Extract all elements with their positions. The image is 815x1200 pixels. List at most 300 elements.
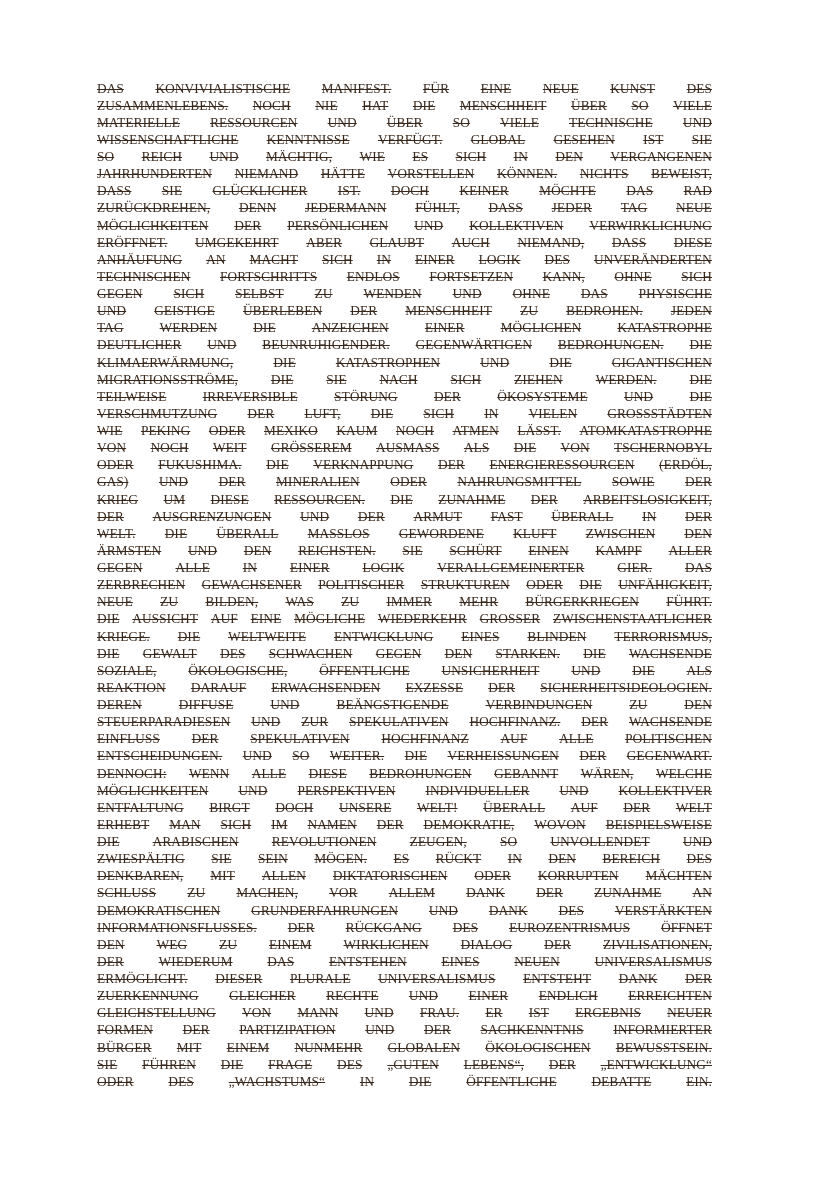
word: ZUNAHME: [438, 491, 506, 507]
word: WELT: [675, 799, 712, 815]
word: ALLEM: [388, 885, 435, 901]
word: ES: [393, 851, 410, 867]
word: DIE: [689, 388, 712, 404]
word: FÜHRT.: [666, 594, 712, 610]
word: KORRUPTEN: [537, 868, 619, 884]
word: AN: [692, 885, 712, 901]
word: ÜBERALL: [551, 508, 614, 524]
word: FÜHLT,: [415, 200, 460, 216]
word: EINEM: [268, 936, 312, 952]
word: ERWACHSENDEN: [271, 679, 381, 695]
word: GROSSER: [479, 611, 541, 627]
word: SICH: [450, 371, 482, 387]
word: WERDEN: [159, 320, 218, 336]
word: MÖGLICHKEITEN: [97, 782, 209, 798]
word: DER: [350, 303, 378, 319]
word: SO: [452, 114, 470, 130]
word: GLEICHER: [229, 988, 296, 1004]
word: IN: [359, 1073, 375, 1089]
word: DIE: [689, 371, 712, 387]
word: DIE: [97, 611, 120, 627]
word: ODER: [390, 474, 427, 490]
word: SACHKENNTNIS: [480, 1022, 584, 1038]
text-line: [97, 560, 712, 577]
word: ATOMKATASTROPHE: [579, 423, 712, 439]
word: WIE: [359, 149, 385, 165]
word: ZU: [187, 885, 206, 901]
word: GRÖSSEREM: [270, 440, 352, 456]
word: SICH: [681, 268, 712, 284]
word: ANZEICHEN: [311, 320, 389, 336]
word: REICH: [141, 149, 183, 165]
text-line: [97, 731, 712, 748]
word: DIE: [370, 405, 394, 421]
word: GAS): [97, 474, 129, 490]
word: DIE: [220, 1056, 244, 1072]
word: AUF: [500, 731, 528, 747]
text-line: [97, 645, 712, 662]
word: MENSCHHEIT: [405, 303, 492, 319]
word: BEDROHUNGEN: [369, 765, 472, 781]
word: PERSPEKTIVEN: [297, 782, 396, 798]
word: WERDEN.: [595, 371, 657, 387]
word: BEWUSSTSEIN.: [615, 1039, 712, 1055]
word: STARKEN.: [495, 645, 560, 661]
word: PLURALE: [289, 971, 351, 987]
word: BEDROHUNGEN.: [557, 337, 664, 353]
text-line: [97, 183, 712, 200]
word: BILDEN,: [205, 594, 259, 610]
word: SO: [499, 834, 518, 850]
word: NEUE: [97, 594, 133, 610]
word: ZERBRECHEN: [97, 577, 186, 593]
word: DER: [376, 816, 404, 832]
word: NOCH: [395, 423, 434, 439]
text-line: [97, 1005, 712, 1022]
word: REICHSTEN.: [298, 542, 376, 558]
word: VERSCHMUTZUNG: [97, 405, 218, 421]
word: MEHR: [459, 594, 499, 610]
word: IN: [507, 851, 522, 867]
text-line: [97, 679, 712, 696]
word: DIFFUSE: [178, 697, 234, 713]
text-line: [97, 834, 712, 851]
word: DER: [548, 1056, 576, 1072]
word: MATERIELLE: [97, 114, 180, 130]
text-line: [97, 114, 712, 131]
word: POLITISCHEN: [625, 731, 712, 747]
word: AUSSICHT: [132, 611, 199, 627]
word: GEGENWART.: [626, 748, 712, 764]
word: BEDROHEN.: [566, 303, 643, 319]
word: FORTSCHRITTS: [220, 268, 318, 284]
word: KATASTROPHE: [617, 320, 712, 336]
word: ZU: [520, 303, 539, 319]
word: HÄTTE: [320, 166, 365, 182]
word: WACHSENDE: [628, 645, 712, 661]
word: DIE: [549, 354, 572, 370]
word: DER: [579, 748, 607, 764]
word: RÜCKT: [435, 851, 482, 867]
word: MÖCHTE: [539, 183, 596, 199]
word: VERSTÄRKTEN: [614, 902, 712, 918]
word: ENERGIERESSOURCEN: [489, 457, 635, 473]
word: SICH: [173, 286, 205, 302]
text-line: [97, 765, 712, 782]
word: IN: [242, 560, 257, 576]
word: DIE: [412, 97, 436, 113]
text-line: [97, 628, 712, 645]
word: DER: [685, 508, 712, 524]
word: GEWACHSENER: [201, 577, 302, 593]
text-line: [97, 662, 712, 679]
word: AN: [206, 251, 226, 267]
word: GIGANTISCHEN: [611, 354, 712, 370]
word: (ERDÖL,: [659, 457, 712, 473]
word: AUCH: [451, 234, 490, 250]
word: UND: [158, 474, 189, 490]
word: VERBINDUNGEN: [485, 697, 593, 713]
word: FORTSETZEN: [429, 268, 514, 284]
text-line: [97, 1022, 712, 1039]
word: NIEMAND,: [517, 234, 585, 250]
word: ENTSTEHT: [523, 971, 592, 987]
word: UND: [207, 337, 237, 353]
text-line: [97, 234, 712, 251]
word: DENKBAREN,: [97, 868, 184, 884]
word: DER: [287, 919, 315, 935]
word: IN: [484, 405, 499, 421]
word: UMGEKEHRT: [195, 234, 279, 250]
word: UND: [414, 217, 444, 233]
word: KOLLEKTIVER: [618, 782, 712, 798]
word: DER: [247, 405, 275, 421]
word: ZUR: [301, 714, 329, 730]
word: DIE: [253, 320, 276, 336]
text-line: [97, 748, 712, 765]
word: RESSOURCEN: [210, 114, 298, 130]
word: UNSERE: [339, 799, 392, 815]
word: KENNTNISSE: [266, 131, 350, 147]
word: ENDLOS: [346, 268, 400, 284]
word: WELT!: [416, 799, 458, 815]
word: „GUTEN: [387, 1056, 439, 1072]
word: BEWEIST,: [651, 166, 712, 182]
word: FRAGE: [268, 1056, 313, 1072]
word: MAN: [169, 816, 201, 832]
word: WEIT: [212, 440, 247, 456]
word: DASS: [488, 200, 523, 216]
word: SEIN: [257, 851, 288, 867]
word: EINER: [424, 320, 465, 336]
word: DASS: [611, 234, 647, 250]
word: DIE: [513, 440, 537, 456]
word: UND: [364, 1005, 394, 1021]
word: DIE: [97, 834, 120, 850]
word: ABER: [306, 234, 343, 250]
word: DEMOKRATIE,: [423, 816, 515, 832]
word: SCHWACHEN: [268, 645, 353, 661]
word: DIE: [266, 457, 289, 473]
text-line: [97, 131, 712, 148]
word: GRUNDERFAHRUNGEN: [251, 902, 399, 918]
text-line: [97, 457, 712, 474]
word: SICH: [220, 816, 252, 832]
word: LÄSST.: [517, 423, 561, 439]
word: DEN: [684, 697, 712, 713]
word: DOCH: [275, 799, 314, 815]
word: ZWISCHEN: [585, 525, 656, 541]
word: DES: [544, 251, 570, 267]
word: ALLEN: [261, 868, 306, 884]
word: UND: [428, 902, 459, 918]
word: EINEN: [528, 542, 569, 558]
word: DEN: [444, 645, 473, 661]
word: JEDEN: [670, 303, 712, 319]
word: ALLE: [559, 731, 594, 747]
word: UND: [682, 834, 712, 850]
word: ZWISCHENSTAATLICHER: [553, 611, 712, 627]
word: PERSÖNLICHEN: [287, 217, 389, 233]
word: EINES: [461, 628, 500, 644]
word: ÜBERLEBEN: [242, 303, 323, 319]
word: VIELEN: [528, 405, 578, 421]
word: UND: [452, 286, 482, 302]
word: MIGRATIONSSTRÖME,: [97, 371, 238, 387]
text-line: [97, 354, 712, 371]
word: MÖGLICHE: [294, 611, 366, 627]
word: DER: [536, 885, 564, 901]
word: ATMEN: [452, 423, 499, 439]
word: ZU: [341, 594, 360, 610]
word: DIE: [97, 645, 120, 661]
word: IM: [271, 816, 288, 832]
word: OHNE: [512, 286, 550, 302]
word: VERKNAPPUNG: [313, 457, 414, 473]
text-line: [97, 816, 712, 833]
word: BÜRGERKRIEGEN: [525, 594, 639, 610]
word: KOLLEKTIVEN: [469, 217, 564, 233]
word: GESEHEN: [553, 131, 615, 147]
word: ÖKOLOGISCHEN: [485, 1039, 591, 1055]
word: NEUE: [542, 80, 579, 96]
word: ODER: [97, 1073, 134, 1089]
word: REAKTION: [97, 679, 166, 695]
word: „ENTWICKLUNG“: [600, 1056, 712, 1072]
word: DER: [623, 799, 651, 815]
word: NEUER: [667, 1005, 712, 1021]
word: JAHRHUNDERTEN: [97, 166, 212, 182]
word: JEDERMANN: [305, 200, 387, 216]
word: ERHEBT: [97, 816, 150, 832]
word: DIE: [583, 645, 606, 661]
word: FRAU.: [419, 1005, 460, 1021]
word: GLAUBT: [369, 234, 425, 250]
text-line: [97, 525, 712, 542]
word: DER: [234, 217, 262, 233]
word: AUSMASS: [376, 440, 440, 456]
word: SO: [292, 748, 310, 764]
text-line: [97, 782, 712, 799]
word: NEUE: [676, 200, 712, 216]
word: WOVON: [534, 816, 586, 832]
word: ZU: [314, 286, 333, 302]
word: DIE: [390, 491, 413, 507]
word: DEN: [243, 542, 272, 558]
word: RECHTE: [326, 988, 379, 1004]
word: ENTFALTUNG: [97, 799, 184, 815]
word: UND: [682, 114, 712, 130]
word: WELTWEITE: [228, 628, 307, 644]
word: PARTIZIPATION: [239, 1022, 336, 1038]
word: ZEUGEN,: [409, 834, 467, 850]
word: DAS: [685, 560, 712, 576]
word: MINERALIEN: [276, 474, 360, 490]
word: STÖRUNG: [334, 388, 398, 404]
word: DER: [544, 936, 572, 952]
word: UND: [97, 303, 127, 319]
word: EINEM: [226, 1039, 270, 1055]
word: BÜRGER: [97, 1039, 152, 1055]
word: DES: [337, 1056, 363, 1072]
word: ÜBERALL: [216, 525, 279, 541]
word: IST.: [337, 183, 361, 199]
word: DES: [686, 80, 712, 96]
text-line: [97, 1073, 712, 1090]
word: GLÜCKLICHER: [212, 183, 308, 199]
word: STEUERPARADIESEN: [97, 714, 231, 730]
word: WIEDERUM: [158, 953, 233, 969]
word: SO: [97, 149, 115, 165]
word: UNVERÄNDERTEN: [593, 251, 712, 267]
word: BEREICH: [602, 851, 661, 867]
text-line: [97, 423, 712, 440]
text-line: [97, 491, 712, 508]
word: ÖFFNET: [661, 919, 712, 935]
word: UM: [163, 491, 186, 507]
word: ÜBERALL: [483, 799, 546, 815]
word: SICH: [455, 149, 487, 165]
word: DARAUF: [190, 679, 247, 695]
word: WENN: [188, 765, 230, 781]
text-line: [97, 251, 712, 268]
word: ALS: [686, 662, 712, 678]
text-line: [97, 611, 712, 628]
word: WIE: [97, 423, 123, 439]
text-line: [97, 902, 712, 919]
word: IST: [528, 1005, 549, 1021]
word: DEN: [684, 525, 712, 541]
word: ÖKOLOGISCHE,: [188, 662, 288, 678]
text-line: [97, 80, 712, 97]
word: ZU: [219, 936, 238, 952]
word: DIE: [408, 1073, 432, 1089]
word: GEBANNT: [494, 765, 559, 781]
word: ZUSAMMENLEBENS.: [97, 97, 229, 113]
word: VERALLGEMEINERTER: [437, 560, 585, 576]
word: FÜHREN: [142, 1056, 196, 1072]
word: SOZIALE,: [97, 662, 157, 678]
word: SPEKULATIVEN: [349, 714, 449, 730]
text-line: [97, 217, 712, 234]
text-line: [97, 440, 712, 457]
word: GEGEN: [97, 560, 143, 576]
word: DENNOCH:: [97, 765, 167, 781]
word: MÄCHTEN: [645, 868, 712, 884]
word: LUFT,: [304, 405, 341, 421]
word: EINE: [480, 80, 512, 96]
text-line: [97, 885, 712, 902]
word: DIE: [689, 337, 712, 353]
word: NICHTS: [579, 166, 629, 182]
word: DANK: [618, 971, 658, 987]
word: EINER: [415, 251, 455, 267]
word: LEBENS“,: [463, 1056, 524, 1072]
word: GEGEN: [375, 645, 422, 661]
word: KLUFT: [513, 525, 557, 541]
word: PEKING: [140, 423, 191, 439]
word: EXZESSE: [405, 679, 464, 695]
word: DEN: [555, 149, 583, 165]
word: ÄRMSTEN: [97, 542, 162, 558]
word: GIER.: [617, 560, 653, 576]
word: ÖKOSYSTEME: [497, 388, 588, 404]
word: SICH: [423, 405, 455, 421]
word: ARABISCHEN: [152, 834, 239, 850]
word: DIESER: [215, 971, 263, 987]
word: DIE: [177, 628, 201, 644]
word: ZUERKENNUNG: [97, 988, 199, 1004]
word: UND: [365, 1022, 395, 1038]
word: UND: [408, 988, 439, 1004]
word: ZIVILISATIONEN,: [603, 936, 712, 952]
word: NAMEN: [307, 816, 357, 832]
word: EINFLUSS: [97, 731, 160, 747]
text-line: [97, 714, 712, 731]
text-line: [97, 337, 712, 354]
word: WIEDERKEHR: [377, 611, 467, 627]
word: AUF: [210, 611, 238, 627]
text-line: [97, 286, 712, 303]
word: DOCH: [390, 183, 429, 199]
word: DANK: [488, 902, 528, 918]
word: DER: [488, 679, 516, 695]
word: WEG: [156, 936, 188, 952]
word: RAD: [683, 183, 712, 199]
word: UND: [327, 114, 357, 130]
word: ERGEBNIS: [575, 1005, 641, 1021]
word: DAS: [97, 80, 124, 96]
word: FORMEN: [97, 1022, 154, 1038]
word: KAMPF: [595, 542, 642, 558]
word: FÜR: [422, 80, 450, 96]
word: MANIFEST.: [321, 80, 392, 96]
word: DER: [581, 714, 609, 730]
text-line: [97, 988, 712, 1005]
word: OHNE: [614, 268, 652, 284]
word: UND: [624, 388, 654, 404]
word: DER: [191, 731, 219, 747]
word: VERGANGENEN: [610, 149, 712, 165]
word: DES: [558, 902, 584, 918]
text-line: [97, 594, 712, 611]
word: DIE: [632, 662, 655, 678]
word: VERFÜGT.: [377, 131, 443, 147]
word: IN: [513, 149, 528, 165]
word: RESSOURCEN.: [274, 491, 365, 507]
word: DIE: [404, 748, 428, 764]
word: ALLE: [251, 765, 287, 781]
